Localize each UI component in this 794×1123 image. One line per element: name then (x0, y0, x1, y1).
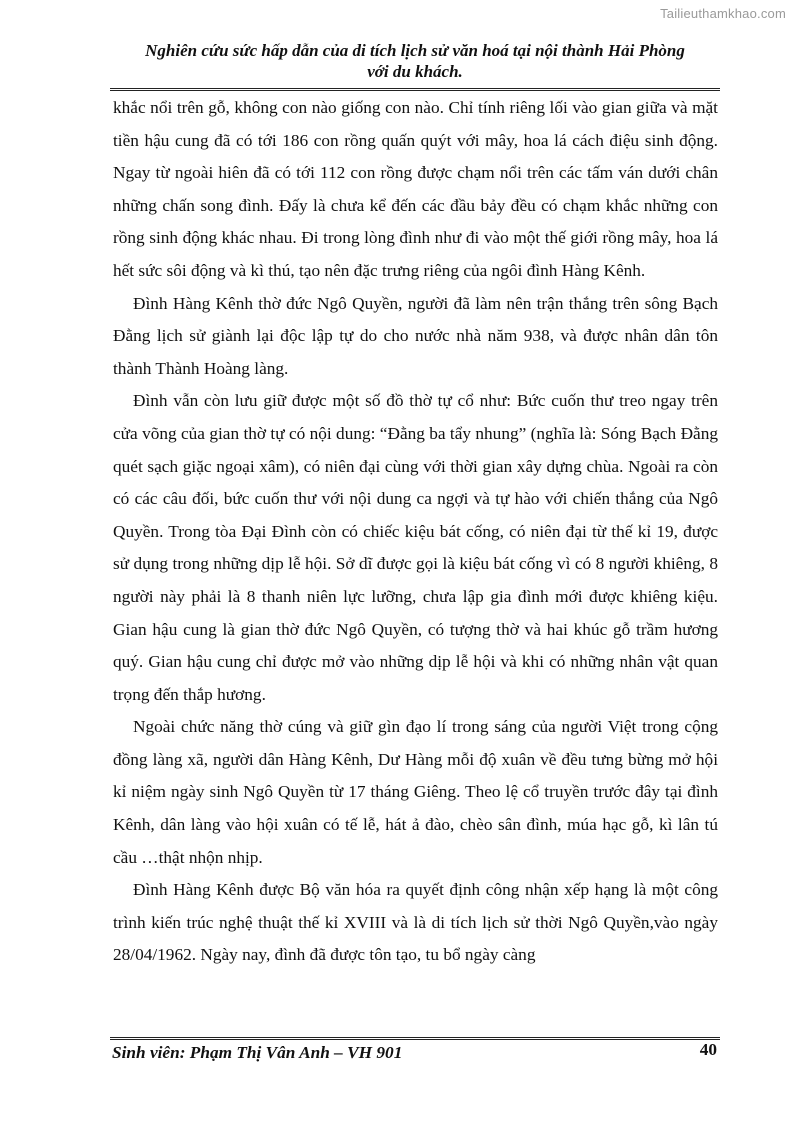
body-text (113, 92, 718, 972)
header-title-line1: Nghiên cứu sức hấp dẫn của di tích lịch sử văn hoá tại nội thành Hải Phòng (145, 41, 685, 60)
header-title-line2: với du khách. (367, 62, 463, 81)
header-divider (110, 88, 720, 91)
paragraph-4: Ngoài chức năng thờ cúng và giữ gìn đạo lí trong sáng của người Việt trong cộng đồng làng xã, người dân Hàng Kênh, Dư Hàng mỗi độ xuân về đều tưng bừng mở hội kỉ niệm ngày sinh Ngô Quyền từ 17 tháng Giêng. Theo lệ cổ truyền trước đây tại đình Kênh, dân làng vào hội xuân có tế lễ, hát ả đào, chèo sân đình, múa hạc gỗ, kì lân tú cầu …thật nhộn nhịp. (113, 717, 718, 867)
watermark-text: Tailieuthamkhao.com (660, 6, 786, 21)
paragraph-2: Đình Hàng Kênh thờ đức Ngô Quyền, người đã làm nên trận thắng trên sông Bạch Đằng lịch sử giành lại độc lập tự do cho nước nhà năm 938, và được nhân dân tôn thành Thành Hoàng làng. (113, 293, 718, 378)
paragraph-1: khắc nổi trên gỗ, không con nào giống con nào. Chỉ tính riêng lối vào gian giữa và mặt tiền hậu cung đã có tới 186 con rồng quấn quýt với mây, hoa lá cách điệu sinh động. Ngay từ ngoài hiên đã có tới 112 con rồng được chạm nổi trên các tấm ván dưới chân những chấn song đình. Đấy là chưa kể đến các đầu bảy đều có chạm khắc những con rồng sinh động khác nhau. Đi trong lòng đình như đi vào một thế giới rồng mây, hoa lá hết sức sôi động và kì thú, tạo nên đặc trưng riêng của ngôi đình Hàng Kênh. (113, 98, 718, 280)
paragraph-3: Đình vẫn còn lưu giữ được một số đồ thờ tự cổ như: Bức cuốn thư treo ngay trên cửa võng của gian thờ tự có nội dung: “Đằng ba tẩy nhung” (nghĩa là: Sóng Bạch Đằng quét sạch giặc ngoại xâm), có niên đại cùng với thời gian xây dựng chùa. Ngoài ra còn có các câu đối, bức cuốn thư với nội dung ca ngợi và tự hào với chiến thắng của Ngô Quyền. Trong tòa Đại Đình còn có chiếc kiệu bát cống, có niên đại từ thế kỉ 19, được sử dụng trong những dịp lễ hội. Sở dĩ được gọi là kiệu bát cống vì có 8 người khiêng, 8 người này phải là 8 thanh niên lực lưỡng, chưa lập gia đình mới được khiêng kiệu. Gian hậu cung là gian thờ đức Ngô Quyền, có tượng thờ và hai khúc gỗ trầm hương quý. Gian hậu cung chỉ được mở vào những dịp lễ hội và khi có những nhân vật quan trọng đến thắp hương. (113, 391, 718, 704)
page-number: 40 (699, 1040, 717, 1059)
footer-divider (110, 1037, 720, 1040)
paragraph-5: Đình Hàng Kênh được Bộ văn hóa ra quyết định công nhận xếp hạng là một công trình kiến trúc nghệ thuật thế kỉ XVIII và là di tích lịch sử thời Ngô Quyền,vào ngày 28/04/1962. Ngày nay, đình đã được tôn tạo, tu bổ ngày càng (113, 880, 718, 965)
page-header (112, 40, 718, 82)
footer-author: Sinh viên: Phạm Thị Vân Anh – VH 901 (112, 1043, 403, 1062)
